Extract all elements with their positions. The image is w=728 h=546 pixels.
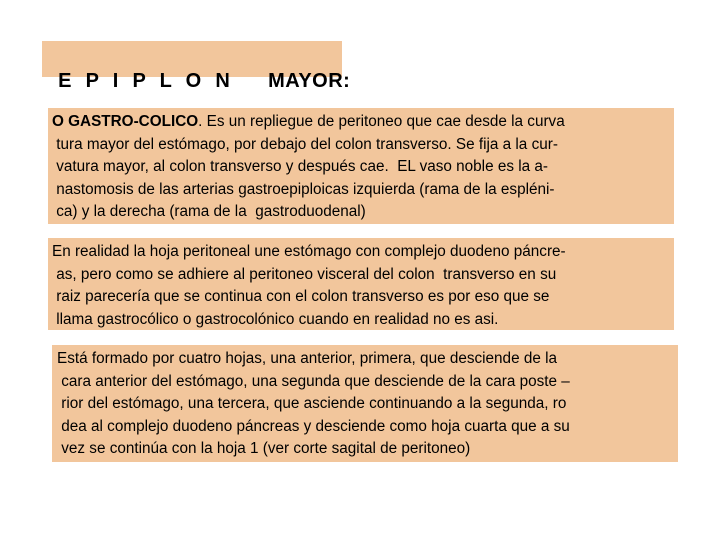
text-line-rest: . Es un repliegue de peritoneo que cae desde la curva — [198, 113, 565, 130]
title-suffix: MAYOR: — [268, 70, 351, 92]
text-line: rior del estómago, una tercera, que asciende continuando a la segunda, ro — [57, 395, 567, 412]
text-line: dea al complejo duodeno páncreas y desciende como hoja cuarta que a su — [57, 417, 570, 435]
text-block-gastrocolico — [48, 108, 674, 224]
lead-term: O GASTRO-COLICO — [52, 113, 199, 130]
text-line: vatura mayor, al colon transverso y después cae. EL vaso noble es la a- — [52, 158, 548, 175]
title-word: E P I P L O N — [58, 70, 235, 92]
text-line — [52, 111, 672, 134]
text-line: En realidad la hoja peritoneal une estómago con complejo duodeno páncre- — [52, 243, 566, 260]
text-block-hojas — [52, 345, 678, 462]
text-line: vez se continúa con la hoja 1 (ver corte sagital de peritoneo) — [57, 440, 471, 457]
text-line: raiz parecería que se continua con el colon transverso es por eso que se — [52, 288, 550, 305]
text-line: llama gastrocólico o gastrocolónico cuando en realidad no es asi. — [52, 310, 499, 328]
text-line: ca) y la derecha (rama de la gastroduodenal) — [52, 203, 366, 220]
text-block-realidad — [48, 238, 674, 330]
text-line: Está formado por cuatro hojas, una anterior, primera, que desciende de la — [57, 350, 557, 367]
text-line: as, pero como se adhiere al peritoneo visceral del colon transverso en su — [52, 265, 557, 283]
text-line: tura mayor del estómago, por debajo del colon transverso. Se fija a la cur- — [52, 135, 558, 153]
page-title — [42, 41, 351, 92]
text-line: nastomosis de las arterias gastroepiploicas izquierda (rama de la espléni- — [52, 180, 555, 198]
text-line: cara anterior del estómago, una segunda que desciende de la cara poste – — [57, 372, 570, 390]
